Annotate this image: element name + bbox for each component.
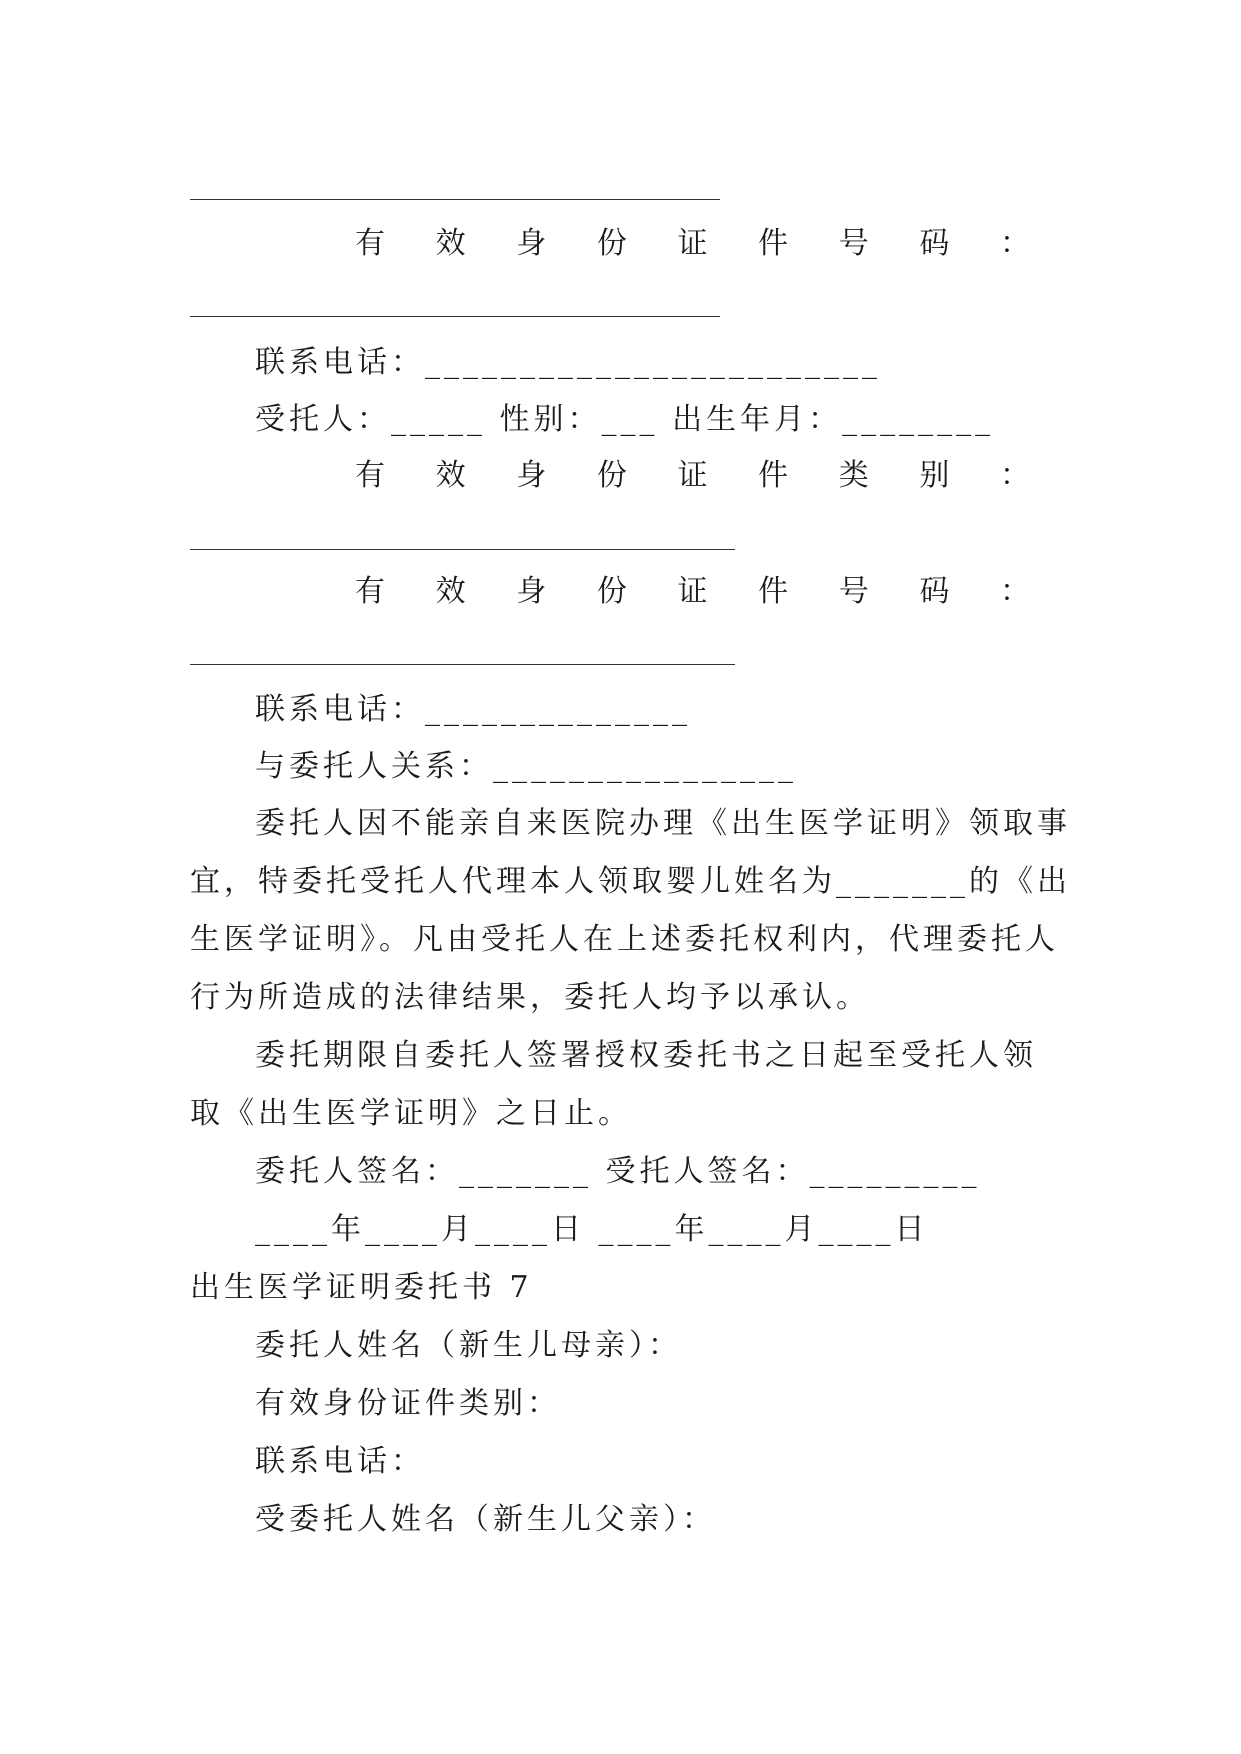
spread-char: 号: [838, 226, 869, 261]
spread-char: 身: [516, 226, 547, 261]
paragraph-2-line-2: 取《出生医学证明》之日止。: [190, 1096, 632, 1131]
spread-char: 号: [838, 574, 869, 609]
spread-char: 有: [355, 226, 385, 261]
phone-line-2: 联系电话：______________: [255, 692, 691, 727]
spread-char: 证: [677, 574, 708, 609]
spread-char: ：: [1000, 226, 1030, 261]
spread-char: 证: [677, 458, 708, 493]
spread-char: 件: [758, 226, 789, 261]
relation-line: 与委托人关系：________________: [255, 749, 797, 784]
spread-char: 件: [758, 458, 789, 493]
section-7-line-4: 受委托人姓名（新生儿父亲）：: [255, 1502, 716, 1537]
paragraph-1-line-2: 宜，特委托受托人代理本人领取婴儿姓名为_______的《出: [190, 864, 1071, 899]
section-7-line-2: 有效身份证件类别：: [255, 1386, 561, 1421]
date-line: ____年____月____日 ____年____月____日: [255, 1212, 929, 1247]
spread-char: 证: [677, 226, 708, 261]
section-title: 出生医学证明委托书 7: [190, 1270, 533, 1305]
paragraph-2-line-1: 委托期限自委托人签署授权委托书之日起至受托人领: [255, 1038, 1037, 1073]
id-number-label-1: [355, 224, 1030, 264]
signature-line: 委托人签名：_______ 受托人签名：_________: [255, 1154, 981, 1189]
section-7-line-3: 联系电话：: [255, 1444, 425, 1479]
spread-char: 码: [919, 574, 950, 609]
spread-char: 码: [919, 226, 950, 261]
paragraph-1-line-3: 生医学证明》。凡由受托人在上述委托权利内，代理委托人: [190, 922, 1059, 957]
spread-char: 身: [516, 458, 547, 493]
spread-char: 类: [838, 458, 869, 493]
spread-char: ：: [1000, 574, 1030, 609]
agent-info-line: 受托人：_____ 性别：___ 出生年月：________: [255, 402, 995, 437]
paragraph-1-line-1: 委托人因不能亲自来医院办理《出生医学证明》领取事: [255, 806, 1071, 841]
spread-char: 有: [355, 574, 385, 609]
spread-char: ：: [1000, 458, 1030, 493]
blank-line-1: [190, 199, 720, 200]
spread-char: 效: [435, 458, 466, 493]
spread-char: 件: [758, 574, 789, 609]
blank-line-4: [190, 664, 735, 665]
spread-char: 份: [596, 458, 627, 493]
phone-line-1: 联系电话：________________________: [255, 345, 881, 380]
blank-line-3: [190, 549, 735, 550]
spread-char: 份: [596, 574, 627, 609]
section-7-line-1: 委托人姓名（新生儿母亲）：: [255, 1328, 682, 1363]
spread-char: 效: [435, 574, 466, 609]
spread-char: 身: [516, 574, 547, 609]
spread-char: 效: [435, 226, 466, 261]
spread-char: 份: [596, 226, 627, 261]
id-type-label-2: [355, 456, 1030, 496]
spread-char: 别: [919, 458, 950, 493]
id-number-label-2: [355, 572, 1030, 612]
spread-char: 有: [355, 458, 385, 493]
paragraph-1-line-4: 行为所造成的法律结果，委托人均予以承认。: [190, 980, 870, 1015]
blank-line-2: [190, 316, 720, 317]
